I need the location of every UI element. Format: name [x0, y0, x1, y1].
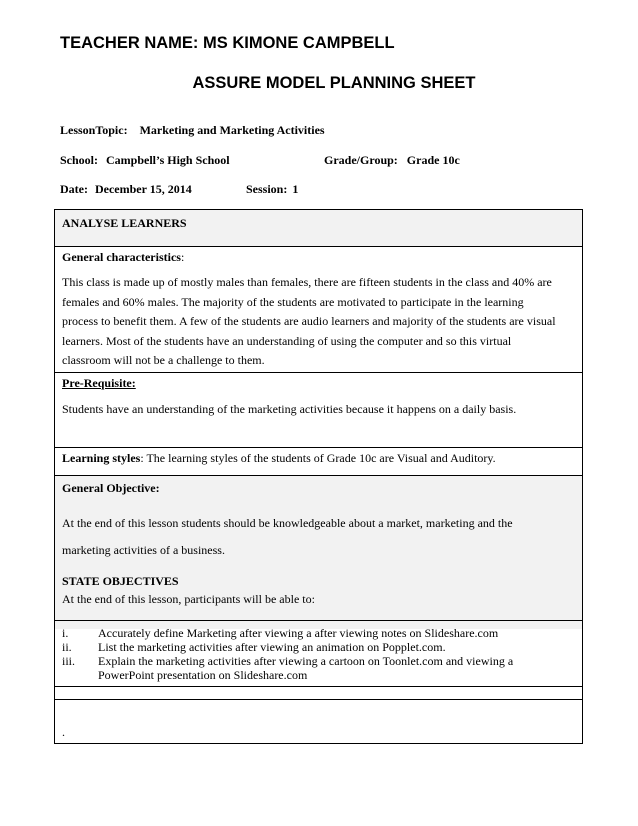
- row-divider: [55, 620, 582, 621]
- row-divider: [55, 246, 582, 247]
- session-label: Session:: [246, 182, 288, 196]
- lesson-topic-line: [60, 123, 325, 138]
- row-divider: [55, 447, 582, 448]
- lesson-topic-label: LessonTopic:: [60, 123, 128, 137]
- general-characteristics-text: [62, 273, 578, 371]
- general-objective-text: marketing activities of a business.: [62, 543, 225, 557]
- text-line: learners. Most of the students have an understanding of using the computer and so this virtual: [62, 333, 512, 348]
- date-line: [60, 182, 192, 197]
- learning-styles-label: Learning styles: [62, 451, 141, 465]
- row-divider: [55, 475, 582, 476]
- learning-styles-line: [62, 450, 496, 467]
- sheet-title: ASSURE MODEL PLANNING SHEET: [192, 74, 476, 92]
- objective-text-continued: PowerPoint presentation on Slideshare.com: [98, 668, 308, 682]
- date-label: Date:: [60, 182, 88, 196]
- general-objective-text: At the end of this lesson students should be knowledgeable about a market, marketing and the: [62, 516, 513, 530]
- row-divider: [55, 699, 582, 700]
- row-divider: [55, 686, 582, 687]
- objective-number: i.: [62, 626, 69, 640]
- lesson-topic-value: Marketing and Marketing Activities: [139, 123, 325, 137]
- school-label: School:: [60, 153, 99, 167]
- text-line: females and 60% males. The majority of the students are motivated to participate in the learning: [62, 294, 524, 309]
- analyse-learners-heading: ANALYSE LEARNERS: [62, 216, 187, 230]
- footer-period: .: [62, 725, 65, 739]
- state-objectives-heading: STATE OBJECTIVES: [62, 574, 179, 588]
- grade-line: [324, 153, 460, 168]
- grade-value: Grade 10c: [406, 153, 460, 167]
- grade-label: Grade/Group:: [324, 153, 398, 167]
- objective-item: [62, 654, 513, 668]
- general-characteristics-label: General characteristics: [62, 250, 181, 264]
- prerequisite-heading: Pre-Requisite:: [62, 376, 136, 390]
- school-value: Campbell’s High School: [106, 153, 230, 167]
- general-characteristics-line: [62, 249, 184, 266]
- date-value: December 15, 2014: [94, 182, 192, 196]
- objective-number: ii.: [62, 640, 72, 654]
- learning-styles-text: : The learning styles of the students of Grade 10c are Visual and Auditory.: [140, 451, 496, 465]
- general-characteristics-colon: :: [180, 250, 185, 264]
- text-line: This class is made up of mostly males than females, there are fifteen students in the class and 40% are: [62, 275, 552, 289]
- objective-item: [62, 640, 446, 654]
- text-line: classroom will not be a challenge to them.: [62, 353, 265, 367]
- session-value: 1: [292, 182, 299, 196]
- text-line: process to benefit them. A few of the students are audio learners and majority of the students are visual: [62, 314, 556, 328]
- school-line: [60, 153, 230, 168]
- objective-number: iii.: [62, 654, 76, 668]
- objective-text: List the marketing activities after viewing an animation on Popplet.com.: [98, 640, 446, 654]
- objective-text: Accurately define Marketing after viewing a after viewing notes on Slideshare.com: [98, 626, 499, 640]
- row-divider: [55, 372, 582, 373]
- session-line: [246, 182, 298, 197]
- general-objective-heading: General Objective:: [62, 481, 160, 495]
- teacher-name-heading: TEACHER NAME: MS KIMONE CAMPBELL: [60, 34, 395, 52]
- state-objectives-intro: At the end of this lesson, participants will be able to:: [62, 592, 315, 606]
- planning-table: [54, 209, 583, 744]
- objective-item: [62, 626, 498, 640]
- prerequisite-text: Students have an understanding of the marketing activities because it happens on a daily basis.: [62, 402, 517, 416]
- objective-text: Explain the marketing activities after viewing a cartoon on Toonlet.com and viewing a: [98, 654, 514, 668]
